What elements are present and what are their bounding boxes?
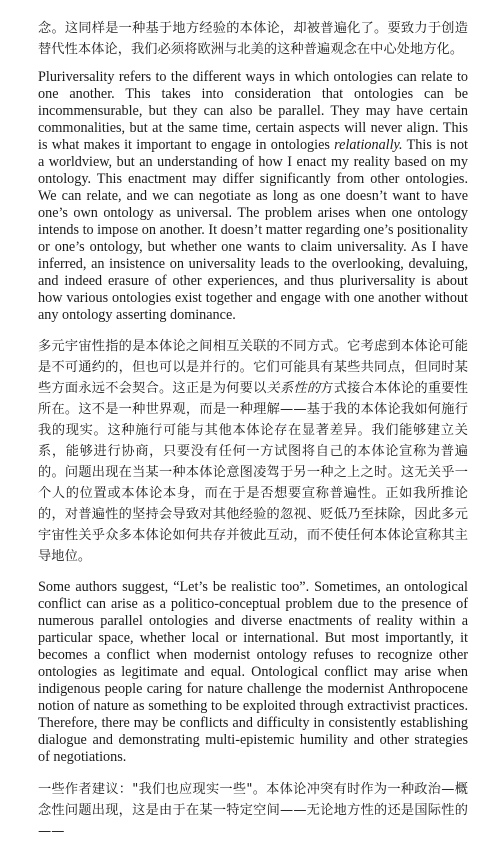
emphasis-relational: 关系性的	[266, 381, 321, 396]
text-run: 多元宇宙性指的是本体论之间相互关联的不同方式。它考虑到本体论可能是不可通约的，但也可以是并行的。它们可能具有某些共同点，但同时某些方面永远不会契合。这正是为何要以	[38, 339, 468, 396]
english-paragraph-pluriversality	[38, 69, 468, 324]
chinese-paragraph-pluriversality	[38, 336, 468, 567]
text-run: Pluriversality refers to the different ways in which ontologies can relate to one another. This takes into consideration that ontologies can be incommensurable, but they can also be parallel. They may have certain commonalities, but at the same time, certain aspects will never align. This is what makes it important to engage in ontologies	[38, 69, 468, 153]
chinese-paragraph-conflict: 一些作者建议："我们也应现实一些"。本体论冲突有时作为一种政治—概念性问题出现，这是由于在某一特定空间——无论地方性的还是国际性的——	[38, 782, 468, 839]
document-page	[38, 18, 468, 842]
english-paragraph-conflict: Some authors suggest, “Let’s be realistic too”. Sometimes, an ontological conflict can arise as a politico-conceptual problem due to the presence of numerous parallel ontologies and diverse enactments of reality within a particular space, whether local or international. But most importantly, it becomes a conflict when modernist ontology refuses to recognize other ontologies as legitimate and equal. Ontological conflict may arise when indigenous people caring for nature challenge the modernist Anthropocene notion of nature as something to be exploited through extractivist practices. Therefore, there may be conflicts and difficulty in consistently establishing dialogue and demonstrating multi-epistemic humility and other strategies of negotiations.	[38, 579, 468, 765]
chinese-paragraph-intro: 念。这同样是一种基于地方经验的本体论，却被普遍化了。要致力于创造替代性本体论，我们必须将欧洲与北美的这种普遍观念在中心处地方化。	[38, 21, 468, 57]
text-run: This is not a worldview, but an understanding of how I enact my reality based on my ontology. This enactment may differ significantly from other ontologies. We can relate, and we can negotiate as long as one doesn’t want to have one’s own ontology as universal. The problem arises when one ontology intends to impose on another. It doesn’t matter regarding one’s positionality or one’s ontology, but whether one wants to claim universality. As I have inferred, an insistence on universality leads to the overlooking, devaluing, and indeed erasure of other experiences, and thus pluriversality is about how various ontologies exist together and engage with one another without any ontology asserting dominance.	[38, 137, 468, 323]
text-run: 方式接合本体论的重要性所在。这不是一种世界观，而是一种理解——基于我的本体论我如何施行我的现实。这种施行可能与其他本体论存在显著差异。我们能够建立关系，能够进行协商，只要没有任何一方试图将自己的本体论宣称为普遍的。问题出现在当某一种本体论意图凌驾于另一种之上之时。这无关乎一个人的位置或本体论本身，而在于是否想要宣称普遍性。正如我所推论的，对普遍性的坚持会导致对其他经验的忽视、贬低乃至抹除，因此多元宇宙性关乎众多本体论如何共存并彼此互动，而不使任何本体论宣称其主导地位。	[38, 381, 469, 564]
emphasis-relationally: relationally.	[334, 137, 403, 153]
